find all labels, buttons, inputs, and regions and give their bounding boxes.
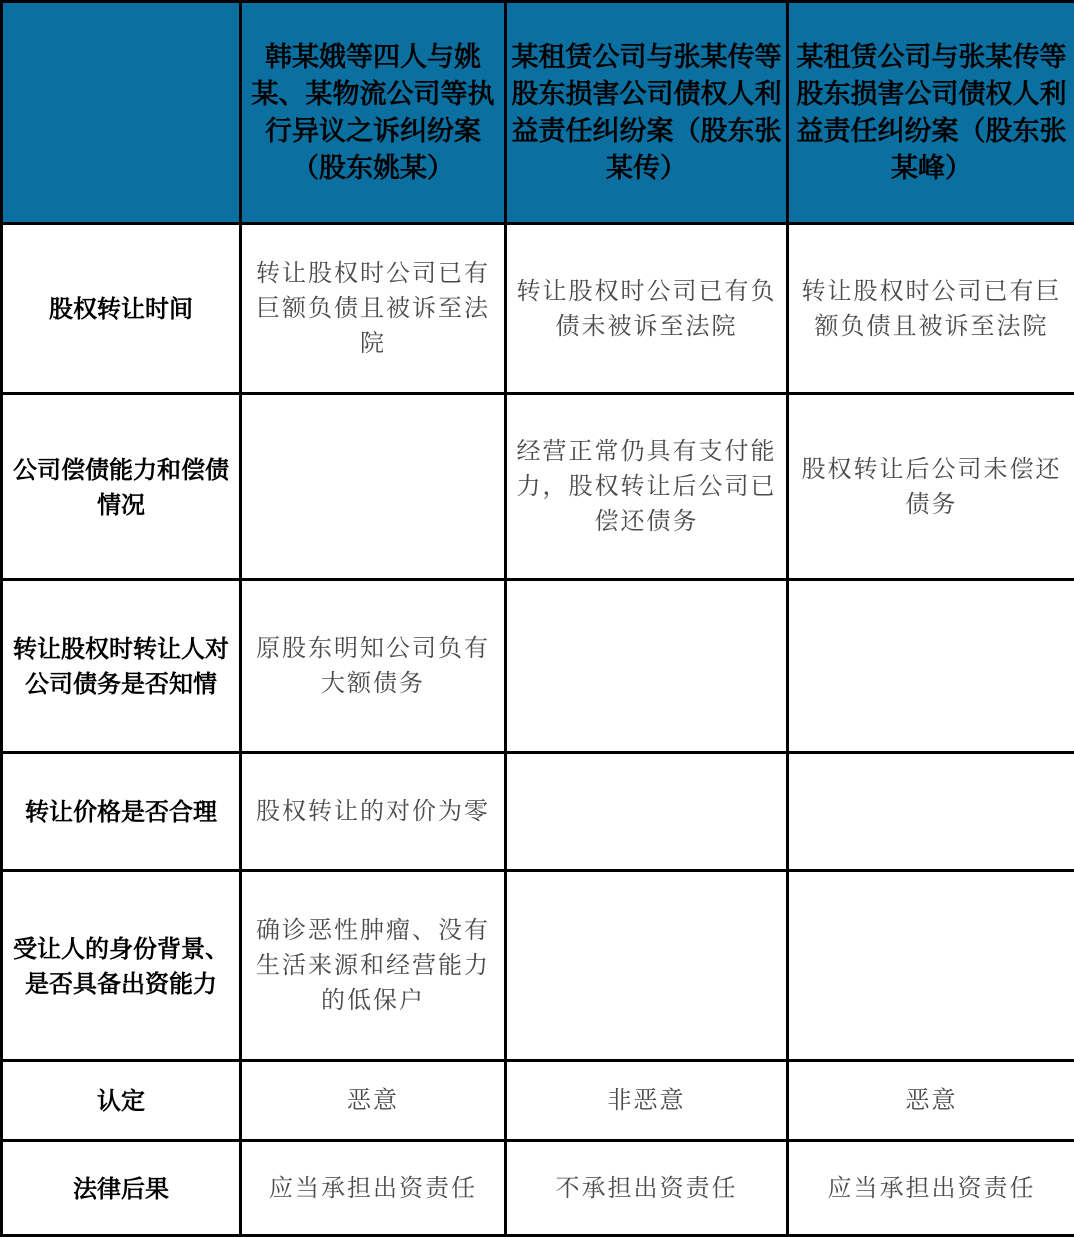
header-case-3: 某租赁公司与张某传等股东损害公司债权人利益责任纠纷案（股东张某峰） bbox=[788, 2, 1074, 224]
table-cell bbox=[506, 871, 788, 1061]
table-cell: 不承担出资责任 bbox=[506, 1141, 788, 1236]
table-cell: 股权转让后公司未偿还债务 bbox=[788, 394, 1074, 580]
table-cell bbox=[506, 580, 788, 753]
header-row bbox=[2, 2, 1074, 224]
row-label: 公司偿债能力和偿债情况 bbox=[2, 394, 241, 580]
table-cell: 恶意 bbox=[788, 1061, 1074, 1141]
header-case-1: 韩某娥等四人与姚某、某物流公司等执行异议之诉纠纷案（股东姚某） bbox=[241, 2, 506, 224]
row-label: 受让人的身份背景、是否具备出资能力 bbox=[2, 871, 241, 1061]
table-cell: 应当承担出资责任 bbox=[788, 1141, 1074, 1236]
row-label: 股权转让时间 bbox=[2, 224, 241, 394]
row-label: 法律后果 bbox=[2, 1141, 241, 1236]
table-cell: 恶意 bbox=[241, 1061, 506, 1141]
table-cell: 非恶意 bbox=[506, 1061, 788, 1141]
table-row bbox=[2, 1061, 1074, 1141]
table-cell: 确诊恶性肿瘤、没有生活来源和经营能力的低保户 bbox=[241, 871, 506, 1061]
table-row bbox=[2, 1141, 1074, 1236]
table-cell: 股权转让的对价为零 bbox=[241, 753, 506, 871]
table-cell bbox=[788, 753, 1074, 871]
table-cell: 转让股权时公司已有巨额负债且被诉至法院 bbox=[788, 224, 1074, 394]
table-row bbox=[2, 871, 1074, 1061]
table-row bbox=[2, 580, 1074, 753]
row-label: 转让股权时转让人对公司债务是否知情 bbox=[2, 580, 241, 753]
row-label: 转让价格是否合理 bbox=[2, 753, 241, 871]
table-cell: 转让股权时公司已有巨额负债且被诉至法院 bbox=[241, 224, 506, 394]
table-row bbox=[2, 224, 1074, 394]
row-label: 认定 bbox=[2, 1061, 241, 1141]
header-corner bbox=[2, 2, 241, 224]
table-cell bbox=[788, 871, 1074, 1061]
table-cell bbox=[506, 753, 788, 871]
table-cell bbox=[788, 580, 1074, 753]
table-row bbox=[2, 394, 1074, 580]
table-cell: 经营正常仍具有支付能力，股权转让后公司已偿还债务 bbox=[506, 394, 788, 580]
table-cell: 转让股权时公司已有负债未被诉至法院 bbox=[506, 224, 788, 394]
table-cell: 原股东明知公司负有大额债务 bbox=[241, 580, 506, 753]
table-cell bbox=[241, 394, 506, 580]
table-cell: 应当承担出资责任 bbox=[241, 1141, 506, 1236]
table-row bbox=[2, 753, 1074, 871]
header-case-2: 某租赁公司与张某传等股东损害公司债权人利益责任纠纷案（股东张某传） bbox=[506, 2, 788, 224]
